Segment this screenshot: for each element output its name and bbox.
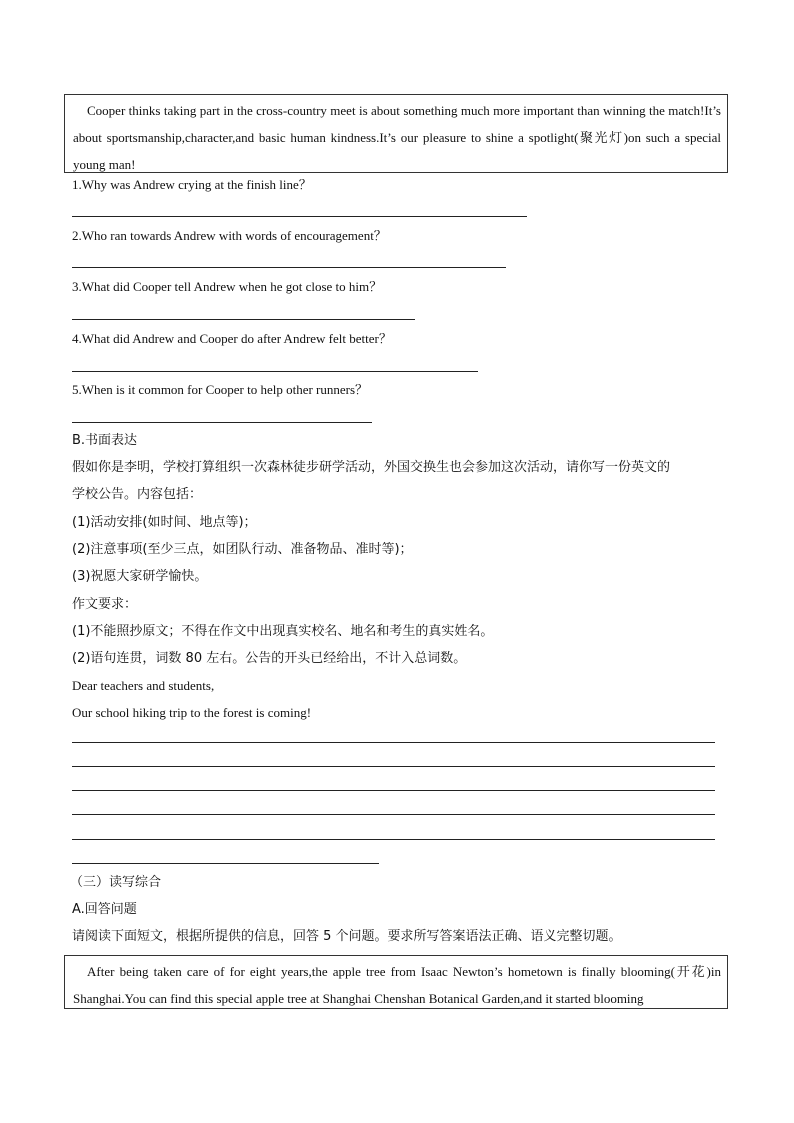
requirement-2: (2)语句连贯，词数 80 左右。公告的开头已经给出，不计入总词数。 bbox=[72, 651, 467, 666]
instruction-text: 请阅读下面短文，根据所提供的信息，回答 5 个问题。要求所写答案语法正确、语义完整切题。 bbox=[72, 929, 622, 944]
question-3: 3.What did Cooper tell Andrew when he got close to him？ bbox=[72, 279, 383, 294]
sub-heading: A.回答问题 bbox=[72, 902, 137, 917]
content-item-1: (1)活动安排(如时间、地点等)； bbox=[72, 515, 257, 530]
writing-prompt-line-1: 假如你是李明，学校打算组织一次森林徒步研学活动，外国交换生也会参加这次活动，请你写一份英文的 bbox=[72, 460, 671, 475]
answer-line-3[interactable] bbox=[72, 319, 415, 320]
content-item-2: (2)注意事项(至少三点，如团队行动、准备物品、准时等)； bbox=[72, 542, 413, 557]
question-5: 5.When is it common for Cooper to help other runners？ bbox=[72, 382, 369, 397]
answer-line-4[interactable] bbox=[72, 371, 478, 372]
letter-opening: Our school hiking trip to the forest is coming! bbox=[72, 705, 312, 720]
letter-greeting: Dear teachers and students, bbox=[72, 678, 215, 693]
passage-box-2 bbox=[64, 955, 728, 1009]
writing-heading: B.书面表达 bbox=[72, 433, 138, 448]
essay-line[interactable] bbox=[72, 839, 715, 840]
essay-line[interactable] bbox=[72, 863, 379, 864]
passage-text: Cooper thinks taking part in the cross-country meet is about something much more important than winning the match!It’s about sportsmanship,character,and basic human kindness.It’s our pleasure to shine a spotlight(聚光灯)on such a special young man! bbox=[73, 103, 721, 172]
essay-line[interactable] bbox=[72, 742, 715, 743]
essay-line[interactable] bbox=[72, 814, 715, 815]
essay-line[interactable] bbox=[72, 790, 715, 791]
answer-line-5[interactable] bbox=[72, 422, 372, 423]
question-4: 4.What did Andrew and Cooper do after Andrew felt better？ bbox=[72, 331, 392, 346]
answer-line-1[interactable] bbox=[72, 216, 527, 217]
question-2: 2.Who ran towards Andrew with words of encouragement？ bbox=[72, 228, 387, 243]
essay-line[interactable] bbox=[72, 766, 715, 767]
section-heading: （三）读写综合 bbox=[70, 875, 162, 890]
requirements-heading: 作文要求： bbox=[72, 597, 138, 612]
answer-line-2[interactable] bbox=[72, 267, 506, 268]
question-1: 1.Why was Andrew crying at the finish line？ bbox=[72, 177, 312, 192]
passage-text-2: After being taken care of for eight years,the apple tree from Isaac Newton’s hometown is finally blooming(开花)in Shanghai.You can find this special apple tree at Shanghai Chenshan Botanical Garden,and it started blooming bbox=[73, 964, 721, 1006]
passage-box bbox=[64, 94, 728, 173]
writing-prompt-line-2: 学校公告。内容包括： bbox=[72, 487, 203, 502]
requirement-1: (1)不能照抄原文；不得在作文中出现真实校名、地名和考生的真实姓名。 bbox=[72, 624, 494, 639]
content-item-3: (3)祝愿大家研学愉快。 bbox=[72, 569, 208, 584]
